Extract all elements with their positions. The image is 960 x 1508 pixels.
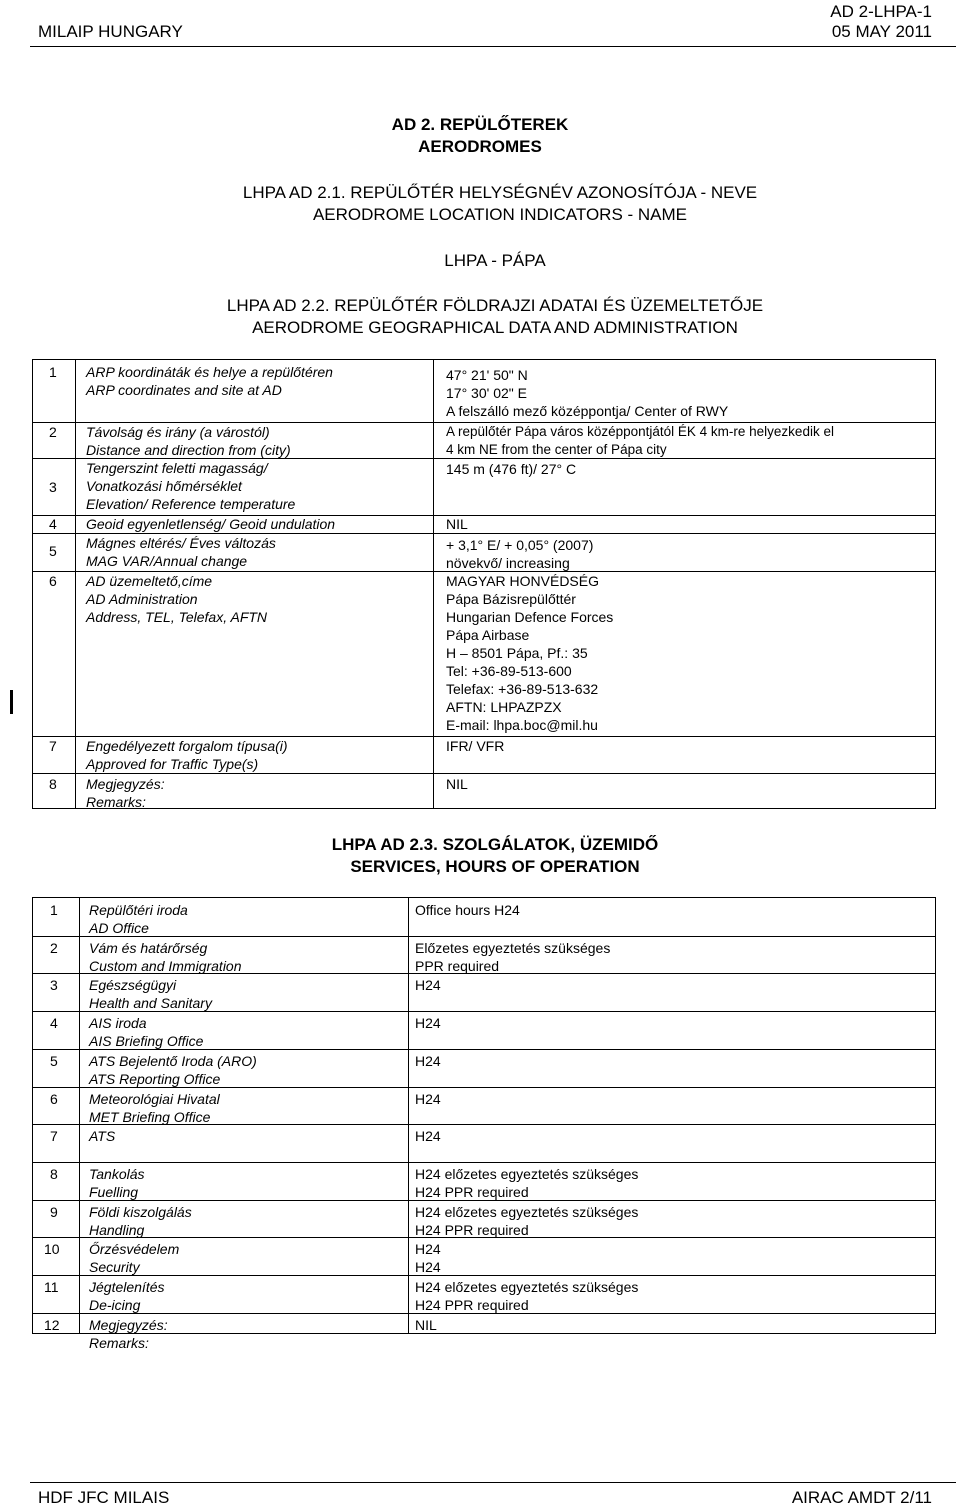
service-row-value: NIL	[415, 1316, 437, 1333]
geo-row-number: 1	[49, 364, 57, 380]
service-row-value: H24	[415, 1090, 441, 1107]
geo-row-number: 8	[49, 776, 57, 792]
services-title-hu: LHPA AD 2.3. SZOLGÁLATOK, ÜZEMIDŐ	[331, 835, 659, 854]
geo-row-value: A repülőtér Pápa város középpontjától ÉK 4 km-re helyezkedik el 4 km NE from the center of Pápa city	[446, 424, 834, 457]
service-row-label: Megjegyzés: Remarks:	[89, 1316, 168, 1351]
row-divider	[33, 1313, 935, 1314]
row-divider	[33, 1237, 935, 1238]
service-row-number: 2	[50, 939, 58, 956]
geo-row-value: NIL	[446, 776, 468, 792]
geo-row-number: 6	[49, 573, 57, 589]
service-row-label: AIS iroda AIS Briefing Office	[89, 1015, 204, 1050]
geo-row-label: Megjegyzés: Remarks:	[86, 776, 165, 810]
geo-row-label: AD üzemeltető,címe AD Administration Address, TEL, Telefax, AFTN	[86, 573, 268, 625]
geo-row-value: + 3,1° E/ + 0,05° (2007) növekvő/ increasing	[446, 537, 594, 571]
service-row-value: Előzetes egyeztetés szükséges PPR required	[415, 939, 611, 974]
geo-row-number: 5	[49, 543, 57, 559]
geo-row-number: 2	[49, 424, 57, 440]
row-divider	[33, 1200, 935, 1201]
header-page-id: AD 2-LHPA-1	[830, 2, 932, 21]
geo-data-title	[0, 295, 960, 339]
service-row-value: Office hours H24	[415, 902, 520, 918]
service-row-label: ATS Bejelentő Iroda (ARO) ATS Reporting Office	[89, 1052, 257, 1087]
geo-row-value: 47° 21' 50" N 17° 30' 02" E A felszálló mező középpontja/ Center of RWY	[446, 367, 729, 419]
service-row-value: H24 előzetes egyeztetés szükséges H24 PPR required	[415, 1279, 639, 1313]
header-publisher: MILAIP HUNGARY	[38, 22, 183, 41]
service-row-value: H24 H24	[415, 1241, 441, 1276]
service-row-value: H24 előzetes egyeztetés szükséges H24 PPR required	[415, 1203, 639, 1238]
service-row-label: Vám és határőrség Custom and Immigration	[89, 939, 242, 974]
change-bar	[10, 690, 13, 714]
header-date: 05 MAY 2011	[831, 22, 932, 41]
footer-publisher: HDF JFC MILAIS	[38, 1488, 170, 1507]
service-row-number: 8	[50, 1165, 58, 1182]
service-row-label: Tankolás Fuelling	[89, 1165, 145, 1200]
service-row-label: ATS	[89, 1128, 116, 1145]
geo-row-label: Engedélyezett forgalom típusa(i) Approved for Traffic Type(s)	[86, 738, 288, 772]
row-divider	[33, 1087, 935, 1088]
geo-row-number: 7	[49, 738, 57, 754]
geo-title-en: AERODROME GEOGRAPHICAL DATA AND ADMINISTRATION	[252, 318, 738, 337]
service-row-value: H24 előzetes egyeztetés szükséges H24 PPR required	[415, 1165, 639, 1200]
geo-row-value: 145 m (476 ft)/ 27° C	[446, 461, 577, 477]
geo-row-label: Mágnes eltérés/ Éves változás MAG VAR/Annual change	[86, 535, 276, 569]
footer-rule	[30, 1482, 956, 1483]
service-row-label: Jégtelenítés De-icing	[89, 1279, 165, 1313]
location-title-en: AERODROME LOCATION INDICATORS - NAME	[312, 205, 688, 224]
service-row-number: 4	[50, 1015, 58, 1032]
service-row-number: 5	[50, 1052, 58, 1069]
service-row-value: H24	[415, 977, 441, 994]
location-indicator-title	[0, 182, 960, 226]
row-divider	[33, 1162, 935, 1163]
row-divider	[33, 1049, 935, 1050]
geo-title-hu: LHPA AD 2.2. REPÜLŐTÉR FÖLDRAJZI ADATAI ÉS ÜZEMELTETŐJE	[226, 296, 764, 315]
service-row-number: 3	[50, 977, 58, 994]
header-rule	[30, 46, 956, 47]
service-row-label: Egészségügyi Health and Sanitary	[89, 977, 212, 1012]
service-row-value: H24	[415, 1128, 441, 1145]
service-row-number: 7	[50, 1128, 58, 1145]
service-row-label: Őrzésvédelem Security	[89, 1241, 180, 1276]
service-row-label: Repülőtéri iroda AD Office	[89, 902, 188, 936]
geo-row-value: IFR/ VFR	[446, 738, 505, 754]
row-divider	[33, 1011, 935, 1012]
section-title-en: AERODROMES	[418, 137, 542, 156]
geo-data-table	[32, 359, 936, 809]
geo-row-value: MAGYAR HONVÉDSÉG Pápa Bázisrepülőttér Hungarian Defence Forces Pápa Airbase H – 8501 Pápa, Pf.: 35 Tel: +36-89-513-600 Telefax: +36-89-513-632 AFTN: LHPAZPZX E-mail: lhpa.boc@mil.hu	[446, 573, 614, 733]
row-divider	[33, 1275, 935, 1276]
geo-row-label: Geoid egyenletlenség/ Geoid undulation	[86, 516, 336, 532]
geo-row-number: 4	[49, 516, 57, 532]
geo-row-label: Tengerszint feletti magasság/ Vonatkozási hőmérséklet Elevation/ Reference temperature	[86, 460, 296, 512]
service-row-label: Meteorológiai Hivatal MET Briefing Office	[89, 1090, 220, 1125]
geo-row-value: NIL	[446, 516, 468, 532]
row-divider	[33, 973, 935, 974]
service-row-value: H24	[415, 1052, 441, 1069]
row-divider	[33, 1124, 935, 1125]
geo-row-label: ARP koordináták és helye a repülőtéren ARP coordinates and site at AD	[86, 364, 333, 398]
service-row-number: 12	[44, 1316, 60, 1333]
service-row-number: 10	[44, 1241, 60, 1258]
service-row-value: H24	[415, 1015, 441, 1032]
services-table	[32, 897, 936, 1351]
section-title-hu: AD 2. REPÜLŐTEREK	[391, 115, 569, 134]
aerodrome-name: LHPA - PÁPA	[444, 251, 546, 270]
service-row-number: 11	[44, 1279, 59, 1295]
geo-row-label: Távolság és irány (a várostól) Distance and direction from (city)	[86, 424, 291, 458]
row-divider	[33, 936, 935, 937]
service-row-number: 6	[50, 1090, 58, 1107]
service-row-number: 9	[50, 1203, 58, 1220]
geo-row-number: 3	[49, 479, 57, 495]
service-row-label: Földi kiszolgálás Handling	[89, 1203, 192, 1238]
service-row-number: 1	[50, 902, 58, 918]
services-title	[0, 834, 960, 878]
services-title-en: SERVICES, HOURS OF OPERATION	[350, 857, 640, 876]
header-page-ref	[830, 2, 932, 42]
location-title-hu: LHPA AD 2.1. REPÜLŐTÉR HELYSÉGNÉV AZONOSÍTÓJA - NEVE	[242, 183, 758, 202]
footer-amendment: AIRAC AMDT 2/11	[791, 1488, 932, 1507]
section-title	[0, 114, 960, 158]
